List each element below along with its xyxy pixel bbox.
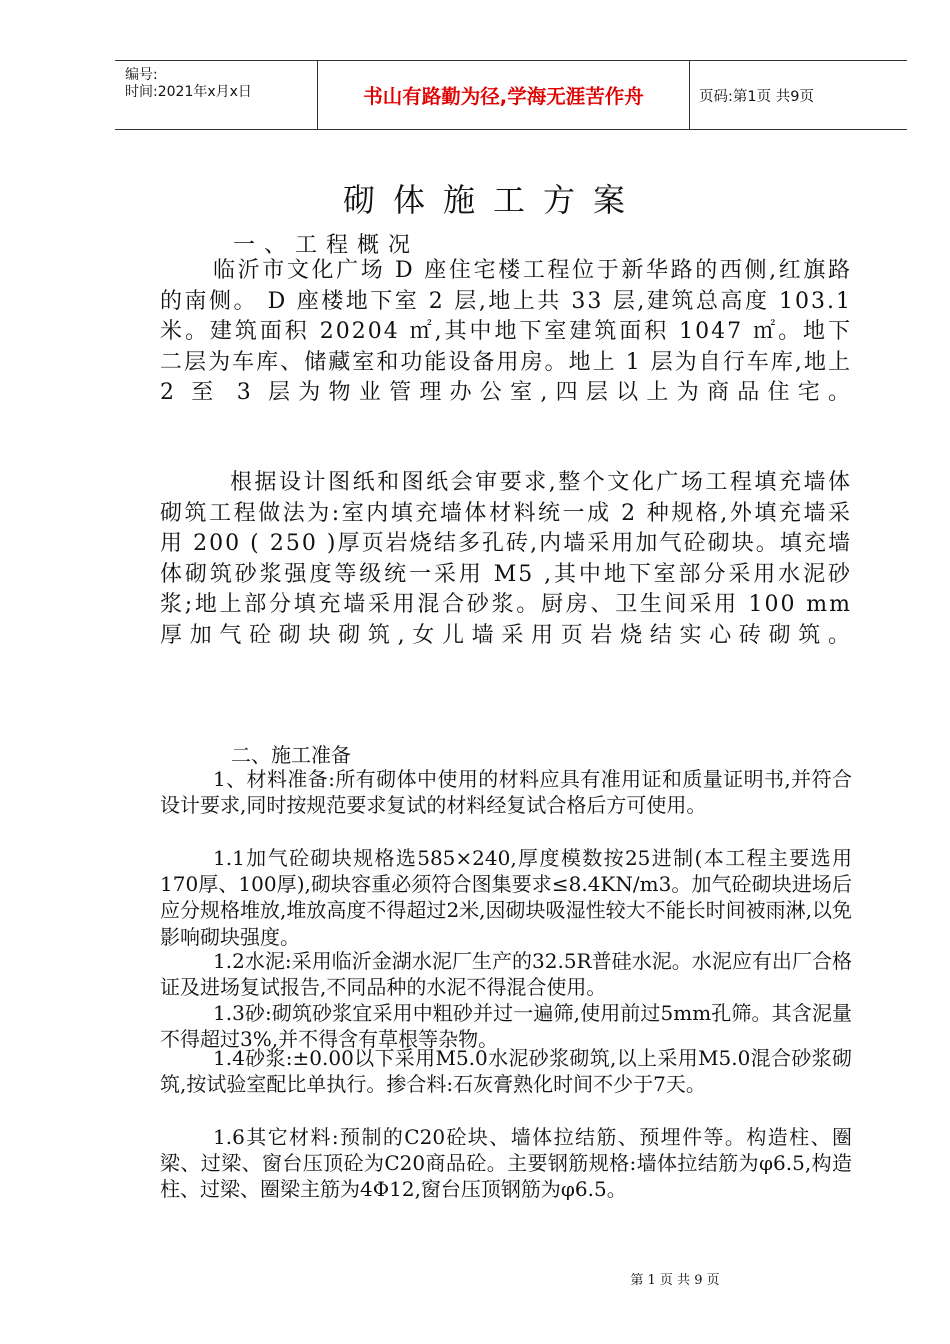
section2-item-2: 1.1加气砼砌块规格选585×240,厚度模数按25进制(本工程主要选用170厚、100厚),砌块容重必须符合图集要求≤8.4KN/m3。加气砼砌块进场后应分规格堆放,堆放高度不得超过2米,因砌块吸湿性较大不能长时间被雨淋,以免影响砌块强度。 (160, 846, 852, 949)
section2-item-1: 1、材料准备:所有砌体中使用的材料应具有准用证和质量证明书,并符合设计要求,同时按规范要求复试的材料经复试合格后方可使用。 (160, 767, 852, 818)
document-title: 砌体施工方案 (342, 181, 643, 219)
section2-item-3: 1.2水泥:采用临沂金湖水泥厂生产的32.5R普硅水泥。水泥应有出厂合格证及进场复试报告,不同品种的水泥不得混合使用。 (160, 949, 852, 1000)
document-header (115, 60, 907, 130)
section2-item-4: 1.3砂:砌筑砂浆宜采用中粗砂并过一遍筛,使用前过5mm孔筛。其含泥量不得超过3%,并不得含有草根等杂物。 (160, 1001, 852, 1052)
section1-heading: 一、工程概况 (233, 233, 420, 258)
section2-item-5: 1.4砂浆:±0.00以下采用M5.0水泥砂浆砌筑,以上采用M5.0混合砂浆砌筑,按试验室配比单执行。掺合料:石灰膏熟化时间不少于7天。 (160, 1046, 852, 1097)
header-meta (115, 61, 318, 129)
serial-label: 编号: (125, 67, 158, 83)
section2-item-6: 1.6其它材料:预制的C20砼块、墙体拉结筋、预埋件等。构造柱、圈梁、过梁、窗台压顶砼为C20商品砼。主要钢筋规格:墙体拉结筋为φ6.5,构造柱、过梁、圈梁主筋为4Φ12,窗台压顶钢筋为φ6.5。 (160, 1125, 852, 1202)
header-motto: 书山有路勤为径,学海无涯苦作舟 (318, 61, 690, 129)
section1-paragraph-2: 根据设计图纸和图纸会审要求,整个文化广场工程填充墙体砌筑工程做法为:室内填充墙体材料统一成 2 种规格,外填充墙采用 200 ( 250 )厚页岩烧结多孔砖,内墙采用加气砼砌块。填充墙体砌筑砂浆强度等级统一采用 M5 ,其中地下室部分采用水泥砂浆;地上部分填充墙采用混合砂浆。厨房、卫生间采用 100 mm厚加气砼砌块砌筑,女儿墙采用页岩烧结实心砖砌筑。 (160, 470, 852, 648)
time-label: 时间:2021年x月x日 (125, 84, 252, 100)
section2-heading: 二、施工准备 (231, 743, 351, 767)
header-page-info: 页码:第1页 共9页 (699, 88, 814, 105)
section1-paragraph-1: 临沂市文化广场 D 座住宅楼工程位于新华路的西侧,红旗路的南侧。 D 座楼地下室 2 层,地上共 33 层,建筑总高度 103.1 米。建筑面积 20204 ㎡,其中地下室建筑面积 1047 ㎡。地下二层为车库、储藏室和功能设备用房。地上 1 层为自行车库,地上 2 至 3 层为物业管理办公室,四层以上为商品住宅。 (160, 258, 852, 405)
page-footer: 第 1 页 共 9 页 (630, 1273, 720, 1288)
